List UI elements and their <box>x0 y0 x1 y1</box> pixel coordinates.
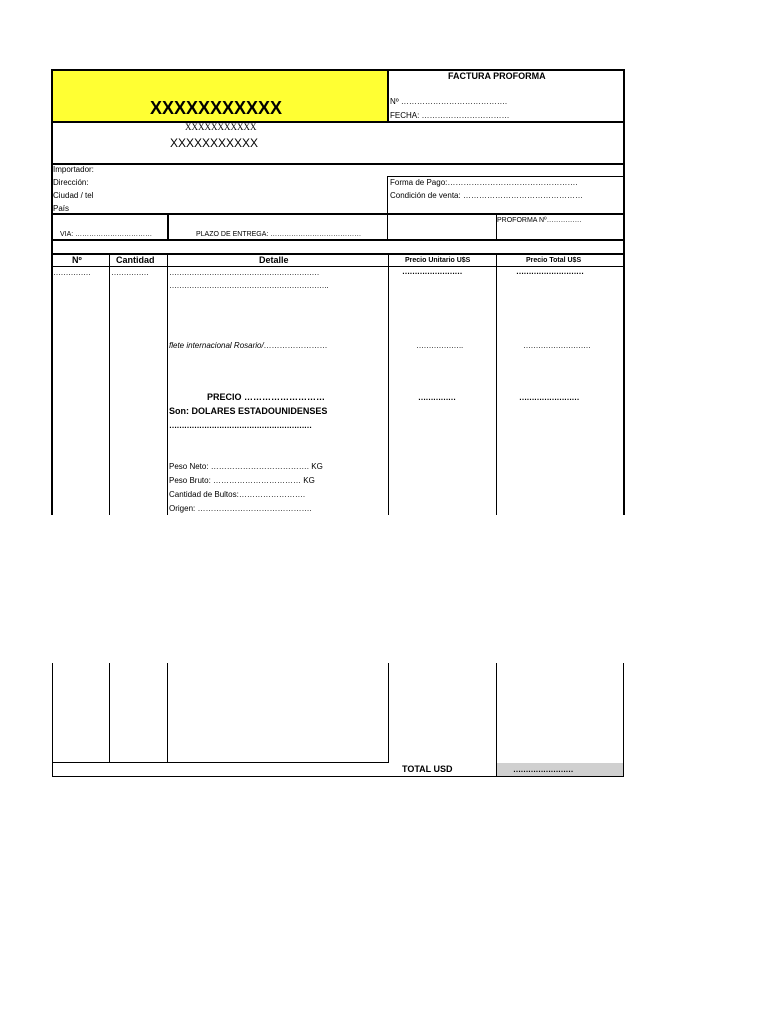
row1-number: …………… <box>53 268 91 277</box>
country-label: País <box>53 204 70 213</box>
freight-unit-price: ………………. <box>416 341 463 350</box>
total-value: …………………… <box>513 765 573 774</box>
invoice-date: FECHA: …………………………… <box>390 111 510 120</box>
price-label: PRECIO ……………………… <box>207 392 326 402</box>
col-line-2-lower <box>167 663 168 762</box>
gross-weight: Peso Bruto: …………………………… KG <box>169 476 315 485</box>
col-line-5-lower <box>623 663 624 777</box>
package-count: Cantidad de Bultos:……………………. <box>169 490 306 499</box>
frame-line-240 <box>51 239 624 241</box>
frame-right-line <box>623 69 625 515</box>
price-total-value: …………………… <box>519 393 579 402</box>
total-label: TOTAL USD <box>402 764 453 774</box>
col-line-3 <box>388 253 389 515</box>
delivery-term: PLAZO DE ENTREGA: ………………………………… <box>196 231 362 238</box>
frame-left-line <box>51 69 53 515</box>
col-line-1 <box>109 253 110 515</box>
frame-mid-vline-top <box>387 69 389 122</box>
sale-condition: Condición de venta: ……………………………………… <box>390 191 583 200</box>
col-line-1-lower <box>109 663 110 762</box>
row1-detail-line2: ………………………………………………………. <box>169 281 329 290</box>
detail-bottom-line <box>52 762 389 763</box>
row1-detail-line1: …………………………………………………… <box>169 268 319 277</box>
origin: Origen: ……………………………………. <box>169 504 312 513</box>
frame-line-176 <box>388 176 624 177</box>
importer-label: Importador: <box>53 165 94 174</box>
price-unit-value: …………… <box>418 393 456 402</box>
row1-unit-price: …………………… <box>402 267 462 276</box>
header-total-price: Precio Total U$S <box>526 257 582 264</box>
col-line-4-lower <box>496 663 497 777</box>
col-line-3-lower <box>388 663 389 762</box>
freight-total-price: ……………………… <box>523 341 591 350</box>
header-unit-price: Precio Unitario U$S <box>405 257 471 264</box>
frame-mid-vline-importer <box>387 176 388 214</box>
price-words: Son: DOLARES ESTADOUNIDENSES <box>169 406 328 416</box>
invoice-title: FACTURA PROFORMA <box>448 71 546 81</box>
header-number: Nº <box>72 255 82 265</box>
col-line-2 <box>167 253 168 515</box>
col-line-0-lower <box>52 663 53 777</box>
freight-detail: flete internacional Rosario/…………………… <box>169 341 328 350</box>
frame-line-121 <box>51 121 624 123</box>
col-line-4 <box>496 253 497 515</box>
city-label: Ciudad / tel <box>53 191 94 200</box>
row1-total-price: ……………………… <box>516 267 584 276</box>
via-vline-2 <box>387 213 388 241</box>
header-detail: Detalle <box>259 255 289 265</box>
company-name-sub1: XXXXXXXXXXX <box>185 122 257 132</box>
total-bottom-line <box>52 776 624 777</box>
address-label: Dirección: <box>53 178 89 187</box>
invoice-number: Nº …………………………………. <box>390 97 508 106</box>
via-vline-1 <box>167 213 169 241</box>
header-quantity: Cantidad <box>116 255 155 265</box>
proforma-number: PROFORMA Nº…………… <box>497 217 582 224</box>
company-name-sub2: XXXXXXXXXXX <box>170 136 259 150</box>
company-name-main: XXXXXXXXXXX <box>150 98 283 118</box>
frame-line-214 <box>51 213 624 215</box>
payment-method: Forma de Pago:…………………………………………. <box>390 178 578 187</box>
price-words-dots: ………………………………………………… <box>169 421 312 430</box>
row1-quantity: …………… <box>111 268 149 277</box>
net-weight: Peso Neto: ………………………………. KG <box>169 462 323 471</box>
via-label: VIA: …………………………… <box>60 231 153 238</box>
frame-line-163 <box>51 163 624 165</box>
